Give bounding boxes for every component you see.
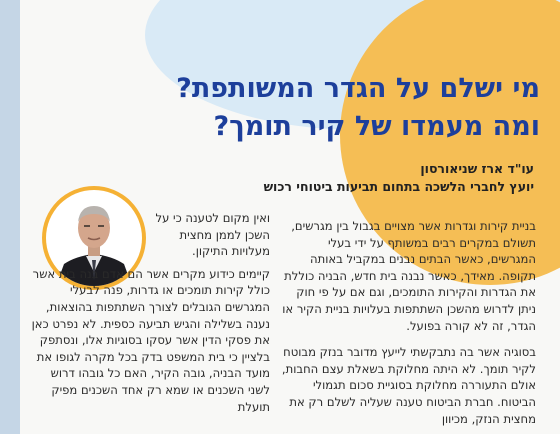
paragraph: בניית קירות וגדרות אשר מצויים בגבול בין מגרשים, תשולם במקרים רבים במשותף על ידי בעלי המגרשים, כאשר הבתים נבנים במקביל באותה תקופה. מאידך, כאשר נבנה בית חדש, הבניה כוללת את הגדרות והקירות התומכים, וגם אם על פי חוק ניתן לדרוש מהשכן השתתפות בעלויות בניית הקיר או הגדר, זה לא קורה בפועל. <box>282 219 536 333</box>
paragraph: ואין מקום לטענה כי על השכן לממן מחצית מעלויות התיקון. <box>155 211 270 259</box>
author-title: יועץ לחברי הלשכה בתחום תביעות ביטוחי רכוש <box>263 179 534 194</box>
article-column-left <box>28 210 270 425</box>
background-band <box>0 0 20 434</box>
headline-line-1: מי ישלם על הגדר המשותפת? <box>176 73 540 104</box>
magazine-page <box>20 0 560 434</box>
headline-line-2: ומה מעמדו של קיר תומך? <box>213 111 540 142</box>
article-headline <box>40 70 540 146</box>
paragraph: בסוגיה אשר בה נתבקשתי לייעץ מדובר בנזק מבוטח לקיר תומך. לא היתה מחלוקת בשאלת עצם החבות, אולם התעוררה מחלוקת בסוגיית סכום תגמולי הביטוח. חברת הביטוח טענה שעליה לשלם רק את מחצית הנזק, מכיוון <box>281 345 536 426</box>
author-block <box>264 160 534 196</box>
paragraph: קיימים כידוע מקרים אשר הם אדם בנה בית אשר כולל קירות תומכים או גדרות, פנה לבעלי המגרשים הגובלים לצורך השתתפות בהוצאות, נענה בשלילה והגיש תביעה כספית. לא נפרט כאן את פסקי הדין אשר עסקו בסוגיות אלו, ונסתפק בלציין כי בית המשפט בדק בכל מקרה לגופו את מועד הבניה, גובה הקיר, האם כל גובהו דרוש לשני השכנים או שמא רק אחד השכנים מפיק תועלת <box>31 266 270 414</box>
author-name: עו"ד ארז שניאורסון <box>420 161 534 176</box>
article-column-right <box>278 218 536 434</box>
